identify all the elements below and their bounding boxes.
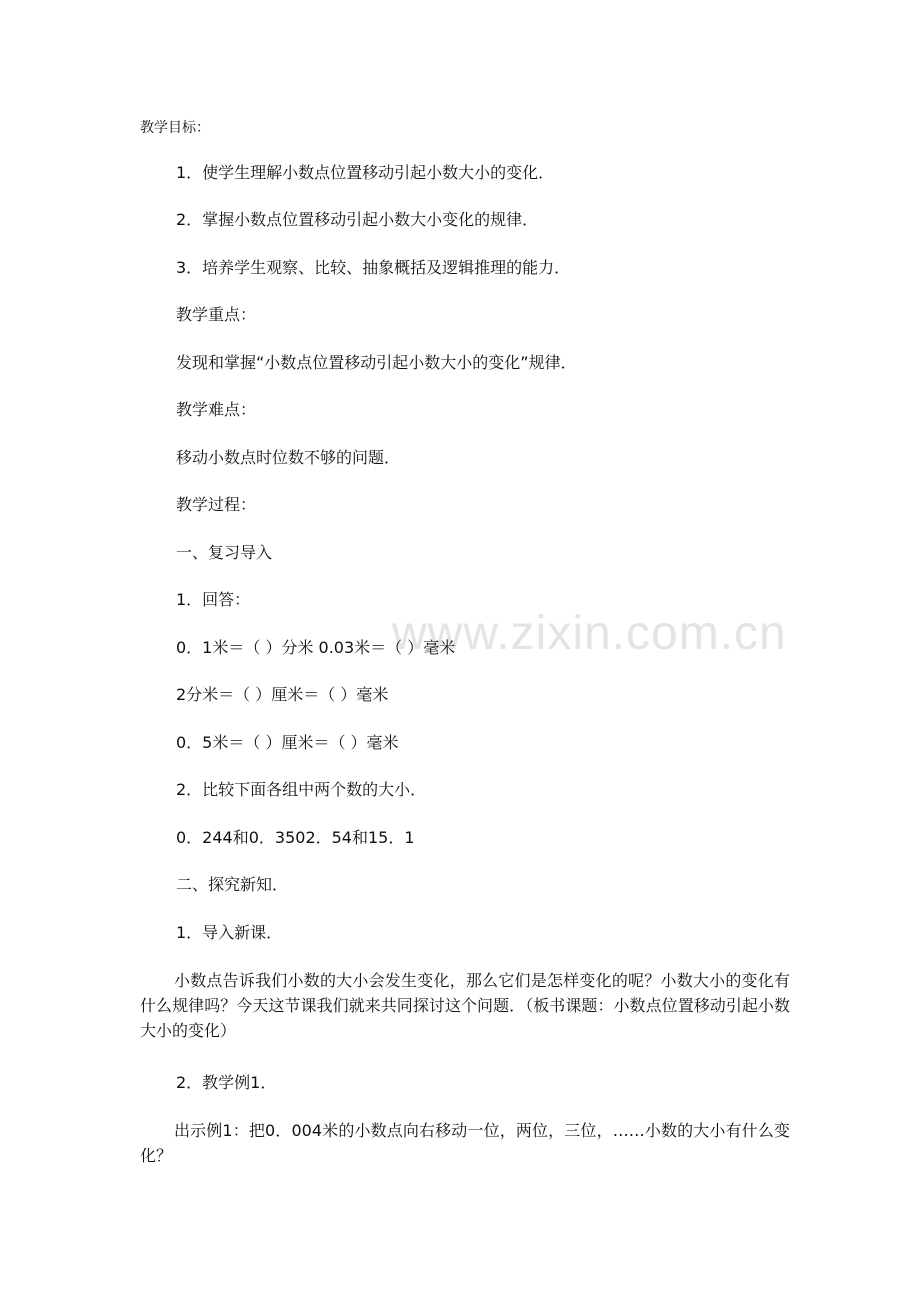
compare-numbers: 0．244和0．3502．54和15．1 (176, 828, 415, 847)
watermark: www.zixin.com.cn (392, 607, 787, 660)
compare-heading: 2．比较下面各组中两个数的大小． (176, 780, 427, 799)
section-heading-key-points: 教学重点： (176, 305, 257, 324)
part-two-heading: 二、探究新知． (176, 875, 289, 894)
review-item-2: 2分米＝（ ）厘米＝（ ）毫米 (176, 685, 389, 704)
section-heading-process: 教学过程： (176, 495, 257, 514)
intro-new-lesson-heading: 1．导入新课． (176, 923, 283, 942)
section-heading-objectives: 教学目标： (140, 120, 210, 136)
section-heading-difficulty: 教学难点： (176, 400, 257, 419)
example-1-heading: 2．教学例1． (176, 1073, 277, 1092)
objective-3: 3．培养学生观察、比较、抽象概括及逻辑推理的能力． (176, 258, 571, 277)
review-question-heading: 1．回答： (176, 590, 251, 609)
difficulty-text: 移动小数点时位数不够的问题． (176, 448, 401, 467)
review-item-1: 0．1米＝（ ）分米 0.03米＝（ ）毫米 (176, 638, 456, 657)
example-1-paragraph: 出示例1：把0．004米的小数点向右移动一位，两位，三位，……小数的大小有什么变化？ (140, 1121, 790, 1165)
intro-paragraph: 小数点告诉我们小数的大小会发生变化，那么它们是怎样变化的呢？小数大小的变化有什么规律吗？今天这节课我们就来共同探讨这个问题．（板书课题：小数点位置移动引起小数大小的变化） (140, 971, 790, 1040)
part-one-heading: 一、复习导入 (176, 543, 273, 562)
review-item-3: 0．5米＝（ ）厘米＝（ ）毫米 (176, 733, 399, 752)
objective-2: 2．掌握小数点位置移动引起小数大小变化的规律． (176, 210, 539, 229)
key-point-text: 发现和掌握“小数点位置移动引起小数大小的变化”规律． (176, 353, 577, 372)
objective-1: 1．使学生理解小数点位置移动引起小数大小的变化． (176, 163, 555, 182)
